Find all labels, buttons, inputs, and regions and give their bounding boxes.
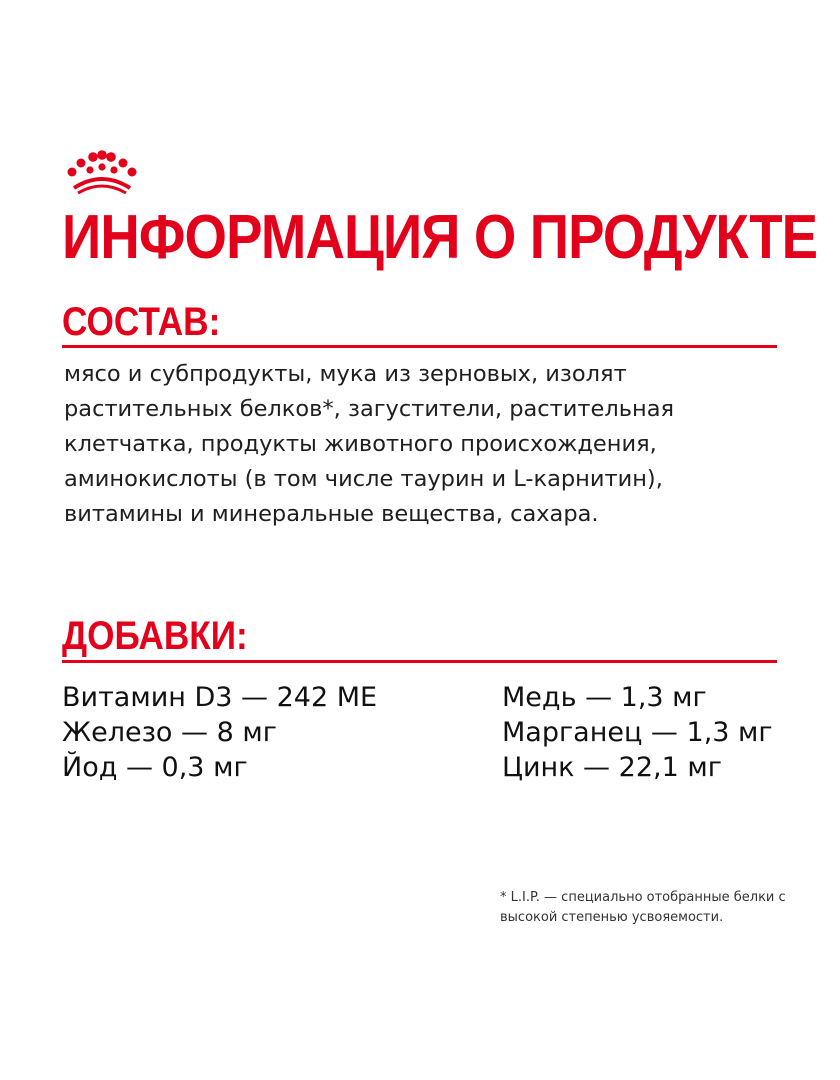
crown-icon <box>66 150 138 194</box>
additives-list-right <box>502 680 773 785</box>
additives-divider <box>62 660 777 663</box>
footnote: * L.I.P. — специально отобранные белки с высокой степенью усвояемости. <box>500 890 786 925</box>
list-item: Железо — 8 мг <box>62 717 277 748</box>
list-item: Витамин D3 — 242 МЕ <box>62 682 378 713</box>
additives-list-left <box>62 680 377 785</box>
composition-divider <box>62 345 777 348</box>
composition-text: мясо и субпродукты, мука из зерновых, изолят растительных белков*, загустители, растительная клетчатка, продукты животного происхождения, аминокислоты (в том числе таурин и L-карнитин), витамины и минеральные вещества, сахара. <box>64 361 675 527</box>
list-item: Медь — 1,3 мг <box>502 682 707 713</box>
composition-heading: СОСТАВ: <box>62 300 221 344</box>
page-title: ИНФОРМАЦИЯ О ПРОДУКТЕ <box>62 203 818 272</box>
additives-heading: ДОБАВКИ: <box>62 614 248 658</box>
list-item: Цинк — 22,1 мг <box>502 752 722 783</box>
list-item: Йод — 0,3 мг <box>62 752 248 783</box>
list-item: Марганец — 1,3 мг <box>502 717 773 748</box>
